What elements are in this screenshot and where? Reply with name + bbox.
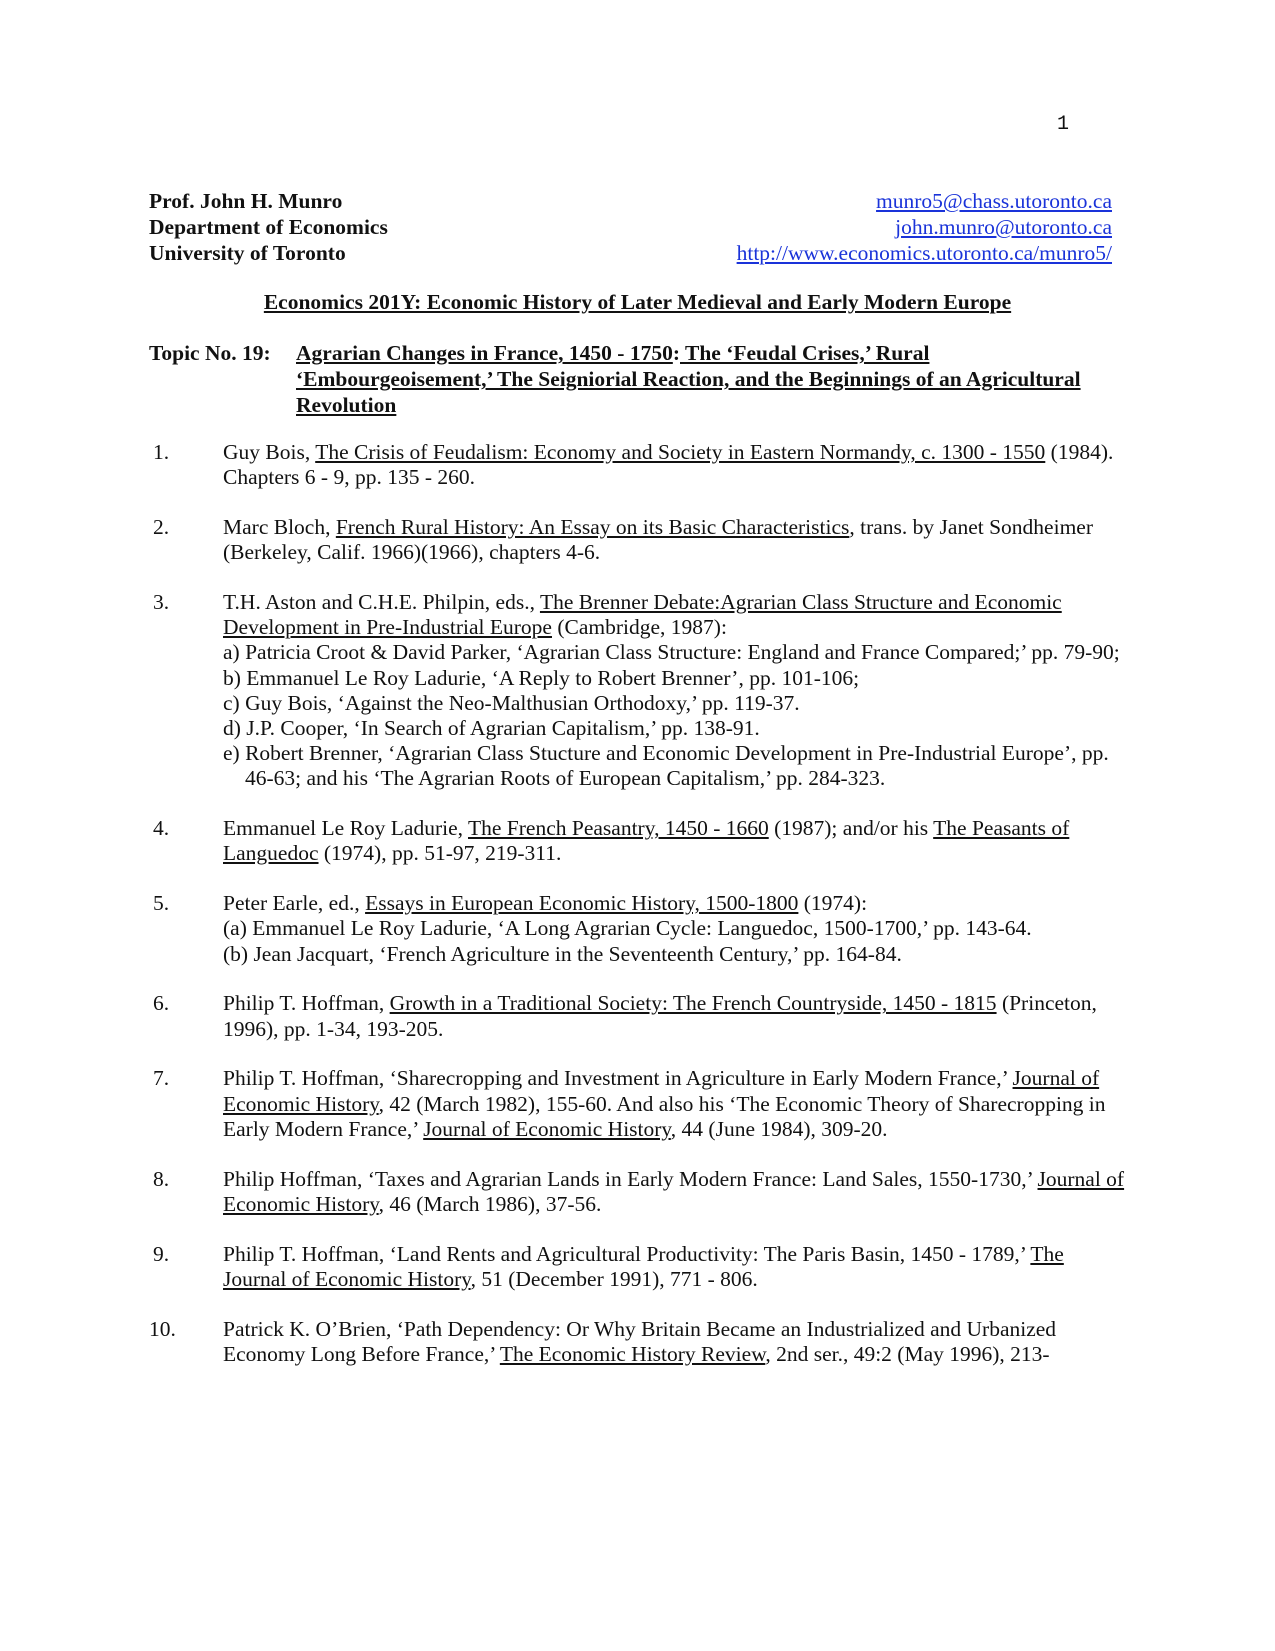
- entry-title: The Crisis of Feudalism: Economy and Society in Eastern Normandy, c. 1300 - 1550: [315, 440, 1046, 464]
- entry-details: , trans. by Janet Sondheimer (Berkeley, Calif. 1966)(1966), chapters 4-6.: [223, 515, 1093, 565]
- entry-citation: [223, 1066, 1129, 1142]
- reading-entry: [149, 816, 1129, 866]
- author-block: [149, 188, 388, 266]
- entry-number: 9.: [153, 1241, 170, 1266]
- reading-entry: [149, 1066, 1129, 1142]
- entry-details: , 44 (June 1984), 309-20.: [670, 1116, 888, 1141]
- topic-title-part1: Agrarian Changes in France, 1450 - 1750: [296, 341, 673, 365]
- entry-title: The Economic History Review: [499, 1341, 766, 1366]
- entry-details: (1974), pp. 51-97, 219-311.: [318, 841, 562, 866]
- entry-number: 10.: [149, 1316, 176, 1341]
- entry-number: 7.: [153, 1066, 170, 1091]
- department: Department of Economics: [149, 215, 388, 239]
- entry-details: , 46 (March 1986), 37-56.: [378, 1191, 602, 1216]
- entry-author: Philip Hoffman, ‘Taxes and Agrarian Lands in Early Modern France: Land Sales, 1550-1730,’: [223, 1166, 1038, 1191]
- entry-citation: [223, 590, 1129, 792]
- entry-number: 3.: [153, 590, 170, 614]
- entry-citation: [223, 1167, 1129, 1217]
- reading-entry: [149, 1242, 1129, 1292]
- entry-citation: [223, 515, 1129, 565]
- entry-title: The French Peasantry, 1450 - 1660: [468, 816, 769, 841]
- entry-number: 4.: [153, 816, 170, 841]
- sub-entry: c) Guy Bois, ‘Against the Neo-Malthusian Orthodoxy,’ pp. 119-37.: [223, 690, 800, 715]
- entry-title: Journal of Economic History: [223, 1066, 1100, 1116]
- entry-author: Philip T. Hoffman, ‘Sharecropping and Investment in Agriculture in Early Modern France,’: [223, 1066, 1013, 1091]
- entry-author: Philip T. Hoffman,: [223, 991, 390, 1016]
- entry-title: Journal of Economic History: [423, 1116, 671, 1141]
- email-link-secondary[interactable]: john.munro@utoronto.ca: [895, 215, 1112, 239]
- entry-title: French Rural History: An Essay on its Basic Characteristics: [335, 515, 850, 539]
- entry-citation: [223, 1317, 1129, 1367]
- entry-title: Journal of Economic History: [223, 1166, 1125, 1216]
- sub-entry: e) Robert Brenner, ‘Agrarian Class Stucture and Economic Development in Pre-Industrial Europe’, pp. 46-63; and his ‘The Agrarian Roots of European Capitalism,’ pp. 284-323.: [223, 741, 1109, 791]
- entry-author: Philip T. Hoffman, ‘Land Rents and Agricultural Productivity: The Paris Basin, 1450 - 1789,’: [223, 1241, 1031, 1266]
- entry-number: 2.: [153, 515, 170, 539]
- sub-entry: a) Patricia Croot & David Parker, ‘Agrarian Class Structure: England and France Compared;’ pp. 79-90;: [223, 640, 1120, 665]
- reading-entry: [149, 991, 1129, 1041]
- entry-number: 6.: [153, 991, 170, 1016]
- reading-entry: [149, 1167, 1129, 1217]
- entry-details: (1974):: [798, 891, 868, 916]
- entry-citation: [223, 1242, 1129, 1292]
- page-number: 1: [1057, 113, 1070, 136]
- entry-title: The Brenner Debate:Agrarian Class Structure and Economic Development in Pre-Industrial Europe: [223, 590, 1062, 640]
- reading-entry: [149, 515, 1129, 565]
- sub-entry: b) Emmanuel Le Roy Ladurie, ‘A Reply to Robert Brenner’, pp. 101-106;: [223, 665, 860, 690]
- entry-details: (1987); and/or his: [768, 816, 934, 841]
- email-link-primary[interactable]: munro5@chass.utoronto.ca: [876, 189, 1112, 213]
- entry-citation: [223, 891, 1129, 967]
- sub-entry: (b) Jean Jacquart, ‘French Agriculture in the Seventeenth Century,’ pp. 164-84.: [223, 941, 902, 966]
- reading-entry: [149, 590, 1129, 792]
- entry-author: Peter Earle, ed.,: [223, 891, 366, 916]
- entry-details: (1984). Chapters 6 - 9, pp. 135 - 260.: [223, 440, 1114, 490]
- entry-title: Growth in a Traditional Society: The French Countryside, 1450 - 1815: [389, 991, 997, 1016]
- entry-title: Essays in European Economic History, 1500-1800: [365, 891, 799, 916]
- topic-title-part2: The ‘Feudal Crises,’ Rural ‘Embourgeoisement,’ The Seigniorial Reaction, and the Beginnings of an Agricultural Revolution: [296, 341, 1081, 417]
- entry-title: The Journal of Economic History: [223, 1241, 1064, 1291]
- entry-number: 1.: [153, 440, 170, 464]
- entry-author: Guy Bois,: [223, 440, 316, 464]
- entry-author: Emmanuel Le Roy Ladurie,: [223, 816, 468, 841]
- entry-title: The Peasants of Languedoc: [223, 816, 1070, 866]
- reading-entry: [149, 440, 1129, 490]
- entry-citation: [223, 816, 1129, 866]
- reading-entry: [149, 1317, 1129, 1367]
- reading-list: [149, 440, 1129, 1392]
- university: University of Toronto: [149, 241, 346, 265]
- topic-title: [296, 340, 1096, 418]
- course-title: Economics 201Y: Economic History of Later Medieval and Early Modern Europe: [263, 290, 1012, 314]
- entry-citation: [223, 440, 1129, 490]
- website-link[interactable]: http://www.economics.utoronto.ca/munro5/: [736, 241, 1112, 265]
- entry-details: (Cambridge, 1987):: [551, 615, 727, 640]
- entry-author: Marc Bloch,: [223, 515, 336, 539]
- sub-entry: (a) Emmanuel Le Roy Ladurie, ‘A Long Agrarian Cycle: Languedoc, 1500-1700,’ pp. 143-64.: [223, 916, 1032, 941]
- author-name: Prof. John H. Munro: [149, 189, 343, 213]
- entry-number: 5.: [153, 891, 170, 916]
- entry-citation: [223, 991, 1129, 1041]
- reading-entry: [149, 891, 1129, 967]
- contact-block: [737, 188, 1112, 266]
- entry-author: Patrick K. O’Brien, ‘Path Dependency: Or Why Britain Became an Industrialized and Urbanized Economy Long Before France,’: [223, 1316, 1057, 1366]
- topic-label: Topic No. 19:: [149, 341, 271, 365]
- sub-entry: d) J.P. Cooper, ‘In Search of Agrarian Capitalism,’ pp. 138-91.: [223, 716, 760, 741]
- entry-details: (Princeton, 1996), pp. 1-34, 193-205.: [223, 991, 1097, 1041]
- entry-details: , 2nd ser., 49:2 (May 1996), 213-: [765, 1341, 1050, 1366]
- entry-author: T.H. Aston and C.H.E. Philpin, eds.,: [223, 590, 540, 614]
- topic-title-separator: :: [672, 341, 680, 365]
- entry-number: 8.: [153, 1166, 170, 1191]
- entry-details: , 51 (December 1991), 771 - 806.: [470, 1266, 758, 1291]
- entry-details: , 42 (March 1982), 155-60. And also his ‘The Economic Theory of Sharecropping in Early Modern France,’: [223, 1091, 1106, 1141]
